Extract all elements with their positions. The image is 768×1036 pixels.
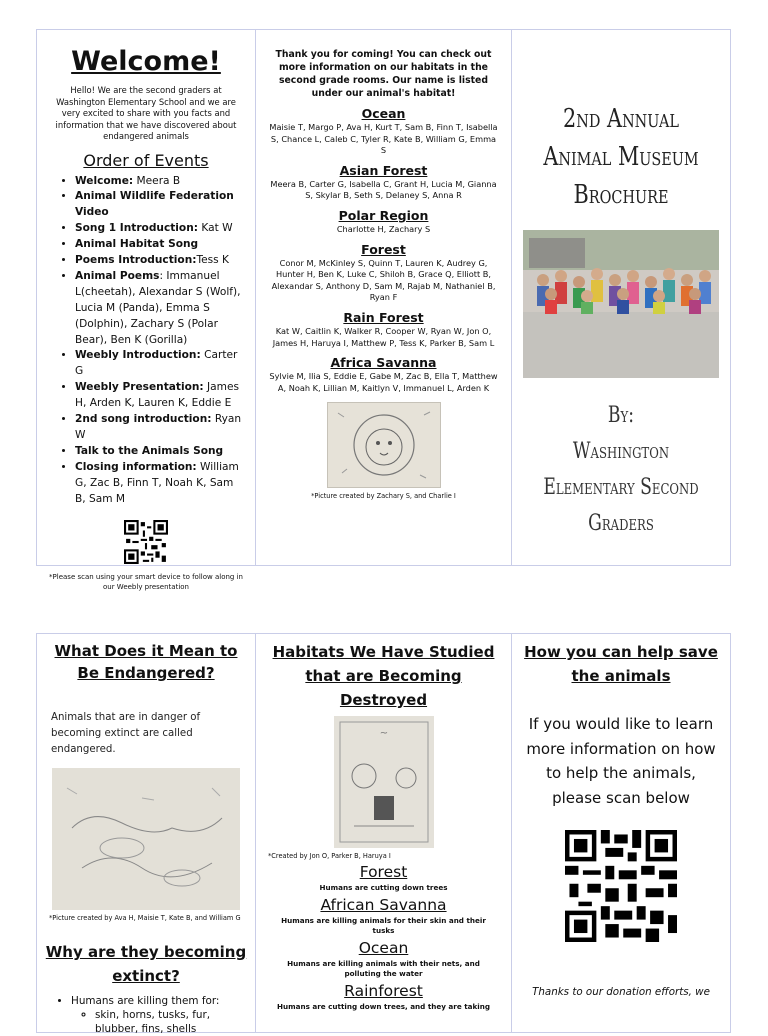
event-detail: Tess K bbox=[196, 254, 230, 267]
destroyed-habitat-name: Ocean bbox=[358, 939, 409, 957]
endangered-body: Animals that are in danger of becoming extinct are called endangered. bbox=[51, 712, 201, 755]
donation-thanks: Thanks to our donation efforts, we bbox=[532, 986, 710, 998]
event-detail: Kat W bbox=[198, 222, 233, 235]
why-title: Why are they becoming extinct? bbox=[45, 943, 247, 985]
event-label: Animal Poems bbox=[75, 269, 160, 282]
why-sub-bullet bbox=[95, 1008, 255, 1036]
destroyed-habitat-desc: Humans are killing animals for their skin and their tusks bbox=[281, 916, 486, 935]
event-item bbox=[75, 444, 255, 460]
event-item bbox=[75, 174, 255, 190]
destroyed-title: Habitats We Have Studied that are Becoming Destroyed bbox=[272, 643, 495, 709]
welcome-panel bbox=[37, 30, 256, 591]
help-body: If you would like to learn more information on how to help the animals, please scan below bbox=[526, 715, 716, 807]
event-label: Welcome: bbox=[75, 174, 134, 187]
lion-picture-caption: *Picture created by Zachary S, and Charlie I bbox=[311, 492, 456, 501]
habitat-group-title: Africa Savanna bbox=[330, 355, 437, 371]
habitat-group-title: Polar Region bbox=[338, 207, 429, 223]
event-item bbox=[75, 348, 255, 380]
event-detail: : Immanuel L(cheetah), Alexandar S (Wolf), Lucia M (Panda), Emma S (Dolphin), Zachary S (Polar Bear), Ben K (Gorilla) bbox=[75, 269, 241, 346]
event-detail: Ryan W bbox=[75, 413, 242, 441]
habitat-groups-panel bbox=[256, 30, 512, 565]
qr-code-icon[interactable] bbox=[565, 830, 677, 942]
event-label: Talk to the Animals Song bbox=[75, 444, 224, 457]
destroyed-habitat-desc: Humans are cutting down trees bbox=[319, 883, 448, 892]
event-detail: Carter G bbox=[75, 349, 238, 378]
event-label: Weebly Introduction: bbox=[75, 349, 201, 362]
habitat-groups bbox=[256, 106, 511, 394]
why-sub-text: skin, horns, tusks, fur, blubber, fins, shells bbox=[95, 1009, 211, 1035]
class-photo-image bbox=[523, 230, 719, 378]
event-item bbox=[75, 460, 255, 508]
event-item bbox=[75, 189, 255, 221]
destroyed-habitat-name: Rainforest bbox=[344, 982, 423, 1000]
authors: Washington Elementary Second Graders bbox=[543, 439, 699, 536]
welcome-title: Welcome! bbox=[71, 46, 221, 77]
event-label: Closing information: bbox=[75, 460, 197, 473]
event-label: Animal Habitat Song bbox=[75, 238, 199, 251]
destroyed-habitat-name: African Savanna bbox=[320, 896, 447, 914]
destroyed-habitats-panel bbox=[256, 634, 512, 1032]
event-label: Animal Wildlife Federation Video bbox=[75, 190, 234, 219]
habitat-group-title: Forest bbox=[361, 241, 406, 257]
habitat-picture-caption: *Created by Jon O, Parker B, Haruya I bbox=[268, 852, 391, 860]
destroyed-habitat-desc: Humans are killing animals with their nets, and polluting the water bbox=[287, 959, 480, 978]
habitat-group-members: Sylvie M, Ilia S, Eddie E, Gabe M, Zac B, Ella T, Matthew A, Noah K, Lillian M, Kaitlyn V, Immanuel L, Arden K bbox=[269, 371, 498, 393]
event-item bbox=[75, 221, 255, 237]
endangered-panel bbox=[37, 634, 256, 1035]
habitat-group-members: Meera B, Carter G, Isabella C, Grant H, Lucia M, Gianna S, Skylar B, Seth S, Delaney S, Anna R bbox=[270, 178, 497, 201]
endangered-drawing-image bbox=[52, 768, 240, 910]
why-bullet-text: Humans are killing them for: bbox=[71, 995, 220, 1007]
destroyed-habitat-desc: Humans are cutting down trees, and they are taking bbox=[277, 1002, 490, 1011]
event-item bbox=[75, 412, 255, 444]
habitat-group-members: Maisie T, Margo P, Ava H, Kurt T, Sam B, Finn T, Isabella S, Chance L, Caleb C, Tyler R, Kate B, William G, Emma S bbox=[269, 122, 498, 156]
event-label: 2nd song introduction: bbox=[75, 413, 212, 426]
event-label: Song 1 Introduction: bbox=[75, 222, 198, 235]
qr-code-icon[interactable] bbox=[124, 520, 168, 564]
order-of-events-title: Order of Events bbox=[83, 150, 209, 170]
event-detail: William G, Zac B, Finn T, Noah K, Sam B, Sam M bbox=[75, 460, 239, 505]
svg-text:~: ~ bbox=[379, 728, 388, 739]
welcome-intro: Hello! We are the second graders at Washington Elementary School and we are very excited to share with you facts and information that we have discovered about endangered animals bbox=[55, 85, 237, 141]
habitat-group-title: Ocean bbox=[361, 106, 406, 121]
event-label: Weebly Presentation: bbox=[75, 381, 204, 394]
habitat-group-title: Rain Forest bbox=[343, 309, 424, 325]
why-bullet bbox=[71, 994, 255, 1036]
endangered-picture-caption: *Picture created by Ava H, Maisie T, Kate B, and William G bbox=[49, 914, 241, 922]
help-panel bbox=[512, 634, 730, 1032]
destroyed-list bbox=[256, 863, 511, 1012]
brochure-title: 2nd Annual Animal Museum Brochure bbox=[543, 104, 699, 210]
qr-note: *Please scan using your smart device to follow along in our Weebly presentation bbox=[49, 572, 243, 591]
habitat-group-title: Asian Forest bbox=[339, 162, 428, 178]
brochure-back bbox=[36, 633, 731, 1033]
by-label: By: bbox=[607, 403, 635, 428]
event-label: Poems Introduction: bbox=[75, 254, 197, 267]
lion-drawing-image bbox=[327, 402, 441, 488]
event-detail: Meera B bbox=[133, 174, 181, 187]
brochure-front bbox=[36, 29, 731, 591]
event-item bbox=[75, 380, 255, 412]
habitat-group-members: Kat W, Caitlin K, Walker R, Cooper W, Ryan W, Jon O, James H, Haruya I, Matthew P, Tess K, Parker B, Sam L bbox=[272, 325, 495, 348]
habitat-group-members: Charlotte H, Zachary S bbox=[336, 223, 431, 234]
why-list bbox=[37, 994, 255, 1036]
cover-panel bbox=[512, 30, 730, 565]
thanks-note: Thank you for coming! You can check out more information on our habitats in the second grade rooms. Our name is listed under our animal's habitat! bbox=[275, 49, 492, 99]
event-item bbox=[75, 237, 255, 253]
event-item bbox=[75, 269, 255, 349]
habitat-group-members: Conor M, McKinley S, Quinn T, Lauren K, Audrey G, Hunter H, Ben K, Luke C, Shiloh B, Grace Q, Elliott B, Alexandar S, Anthony D, Sam M, Rajab M, Nathaniel B, Ryan F bbox=[271, 257, 496, 303]
event-detail: James H, Arden K, Lauren K, Eddie E bbox=[75, 381, 239, 410]
event-item bbox=[75, 253, 255, 269]
destroyed-habitat-name: Forest bbox=[359, 863, 408, 881]
help-title: How you can help save the animals bbox=[524, 643, 718, 685]
endangered-title: What Does it Mean to Be Endangered? bbox=[54, 642, 238, 682]
habitat-drawing-image bbox=[334, 716, 434, 848]
events-list bbox=[37, 174, 255, 508]
